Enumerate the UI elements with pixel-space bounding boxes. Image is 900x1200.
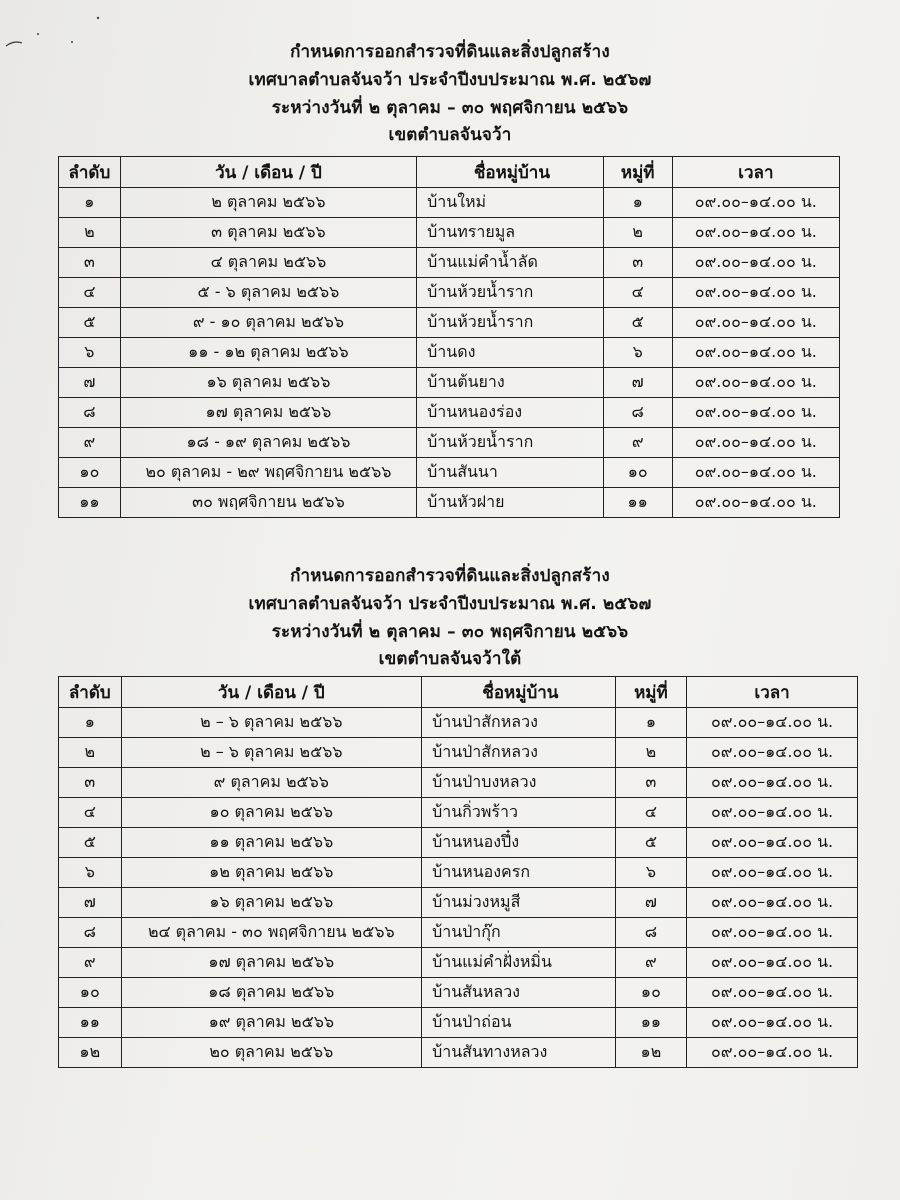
cell-no: ๕ [59,828,122,858]
cell-time: ๐๙.๐๐–๑๔.๐๐ น. [672,278,839,308]
cell-date: ๑๘ - ๑๙ ตุลาคม ๒๕๖๖ [120,428,416,458]
cell-no: ๙ [59,948,122,978]
cell-no: ๑ [59,188,121,218]
schedule-section-chanjwa-tai [0,562,900,1064]
cell-time: ๐๙.๐๐–๑๔.๐๐ น. [687,918,858,948]
cell-no: ๑๐ [59,978,122,1008]
cell-no: ๖ [59,858,122,888]
cell-moo: ๒ [603,218,672,248]
cell-time: ๐๙.๐๐–๑๔.๐๐ น. [687,858,858,888]
cell-moo: ๘ [603,398,672,428]
cell-no: ๑๑ [59,1008,122,1038]
cell-no: ๗ [59,888,122,918]
cell-date: ๑๗ ตุลาคม ๒๕๖๖ [121,948,422,978]
cell-date: ๓๐ พฤศจิกายน ๒๕๖๖ [120,488,416,518]
cell-date: ๒๐ ตุลาคม - ๒๙ พฤศจิกายน ๒๕๖๖ [120,458,416,488]
cell-village: บ้านกิ่วพร้าว [422,798,616,828]
cell-village: บ้านต้นยาง [417,368,604,398]
cell-village: บ้านห้วยน้ำราก [417,308,604,338]
table-row [59,308,840,338]
cell-moo: ๕ [603,308,672,338]
cell-moo: ๑๑ [603,488,672,518]
header-time: เวลา [687,677,858,708]
table-row [59,918,858,948]
cell-village: บ้านห้วยน้ำราก [417,428,604,458]
cell-time: ๐๙.๐๐–๑๔.๐๐ น. [672,248,839,278]
cell-no: ๗ [59,368,121,398]
table-row [59,338,840,368]
cell-date: ๒๔ ตุลาคม - ๓๐ พฤศจิกายน ๒๕๖๖ [121,918,422,948]
cell-moo: ๗ [603,368,672,398]
cell-date: ๒ – ๖ ตุลาคม ๒๕๖๖ [121,708,422,738]
table-row [59,368,840,398]
cell-village: บ้านหนองครก [422,858,616,888]
cell-village: บ้านป่าถ่อน [422,1008,616,1038]
cell-village: บ้านสันทางหลวง [422,1038,616,1068]
cell-village: บ้านหัวฝาย [417,488,604,518]
table-row [59,248,840,278]
cell-village: บ้านทรายมูล [417,218,604,248]
header-no: ลำดับ [59,677,122,708]
table-row [59,428,840,458]
cell-village: บ้านแม่คำฝั่งหมิ่น [422,948,616,978]
table-header-row [59,157,840,188]
cell-time: ๐๙.๐๐–๑๔.๐๐ น. [672,428,839,458]
schedule-table [58,156,840,518]
cell-village: บ้านใหม่ [417,188,604,218]
zone-heading: เขตตำบลจันจว้า [388,125,512,145]
cell-village: บ้านสันนา [417,458,604,488]
cell-moo: ๑๒ [615,1038,687,1068]
table-row [59,978,858,1008]
cell-date: ๒๐ ตุลาคม ๒๕๖๖ [121,1038,422,1068]
header-moo: หมู่ที่ [615,677,687,708]
cell-village: บ้านป่าสักหลวง [422,708,616,738]
schedule-title: กำหนดการออกสำรวจที่ดินและสิ่งปลูกสร้าง [290,566,610,586]
cell-village: บ้านป่าสักหลวง [422,738,616,768]
cell-date: ๑๑ - ๑๒ ตุลาคม ๒๕๖๖ [120,338,416,368]
cell-village: บ้านดง [417,338,604,368]
cell-no: ๑ [59,708,122,738]
cell-date: ๙ - ๑๐ ตุลาคม ๒๕๖๖ [120,308,416,338]
date-range: ระหว่างวันที่ ๒ ตุลาคม – ๓๐ พฤศจิกายน ๒๕๖๖ [271,622,629,642]
cell-time: ๐๙.๐๐–๑๔.๐๐ น. [687,948,858,978]
table-row [59,458,840,488]
cell-moo: ๑ [603,188,672,218]
cell-village: บ้านหนองปึ๋ง [422,828,616,858]
cell-date: ๒ – ๖ ตุลาคม ๒๕๖๖ [121,738,422,768]
cell-date: ๑๖ ตุลาคม ๒๕๖๖ [120,368,416,398]
cell-village: บ้านม่วงหมูสี [422,888,616,918]
cell-no: ๑๑ [59,488,121,518]
cell-no: ๑๒ [59,1038,122,1068]
table-row [59,398,840,428]
cell-date: ๒ ตุลาคม ๒๕๖๖ [120,188,416,218]
cell-moo: ๙ [615,948,687,978]
cell-date: ๕ - ๖ ตุลาคม ๒๕๖๖ [120,278,416,308]
table-row [59,858,858,888]
cell-time: ๐๙.๐๐–๑๔.๐๐ น. [672,188,839,218]
municipality-fiscal-year: เทศบาลตำบลจันจว้า ประจำปีงบประมาณ พ.ศ. ๒๕๖๗ [248,70,652,90]
table-row [59,768,858,798]
date-range: ระหว่างวันที่ ๒ ตุลาคม – ๓๐ พฤศจิกายน ๒๕๖๖ [271,98,629,118]
cell-no: ๔ [59,798,122,828]
cell-date: ๑๐ ตุลาคม ๒๕๖๖ [121,798,422,828]
cell-time: ๐๙.๐๐–๑๔.๐๐ น. [687,768,858,798]
cell-date: ๙ ตุลาคม ๒๕๖๖ [121,768,422,798]
cell-date: ๑๖ ตุลาคม ๒๕๖๖ [121,888,422,918]
cell-moo: ๖ [603,338,672,368]
header-time: เวลา [672,157,839,188]
schedule-title: กำหนดการออกสำรวจที่ดินและสิ่งปลูกสร้าง [290,42,610,62]
cell-date: ๓ ตุลาคม ๒๕๖๖ [120,218,416,248]
cell-moo: ๓ [615,768,687,798]
table-row [59,278,840,308]
cell-date: ๑๒ ตุลาคม ๒๕๖๖ [121,858,422,888]
cell-time: ๐๙.๐๐–๑๔.๐๐ น. [672,488,839,518]
header-moo: หมู่ที่ [603,157,672,188]
cell-time: ๐๙.๐๐–๑๔.๐๐ น. [687,1008,858,1038]
table-row [59,218,840,248]
cell-moo: ๙ [603,428,672,458]
cell-no: ๘ [59,918,122,948]
cell-no: ๓ [59,248,121,278]
cell-moo: ๗ [615,888,687,918]
table-row [59,188,840,218]
cell-no: ๓ [59,768,122,798]
table-row [59,948,858,978]
cell-date: ๑๘ ตุลาคม ๒๕๖๖ [121,978,422,1008]
cell-no: ๔ [59,278,121,308]
table-header-row [59,677,858,708]
cell-moo: ๑ [615,708,687,738]
table-row [59,798,858,828]
header-date: วัน / เดือน / ปี [120,157,416,188]
header-village: ชื่อหมู่บ้าน [422,677,616,708]
table-row [59,1008,858,1038]
cell-village: บ้านห้วยน้ำราก [417,278,604,308]
cell-no: ๖ [59,338,121,368]
schedule-section-chanjwa [0,38,900,510]
cell-village: บ้านแม่คำน้ำลัด [417,248,604,278]
schedule-table [58,676,858,1068]
cell-no: ๒ [59,738,122,768]
table-row [59,888,858,918]
cell-time: ๐๙.๐๐–๑๔.๐๐ น. [672,458,839,488]
cell-moo: ๑๑ [615,1008,687,1038]
municipality-fiscal-year: เทศบาลตำบลจันจว้า ประจำปีงบประมาณ พ.ศ. ๒๕๖๗ [248,594,652,614]
cell-village: บ้านป่ากุ๊ก [422,918,616,948]
table-row [59,1038,858,1068]
cell-time: ๐๙.๐๐–๑๔.๐๐ น. [672,218,839,248]
cell-date: ๑๙ ตุลาคม ๒๕๖๖ [121,1008,422,1038]
cell-time: ๐๙.๐๐–๑๔.๐๐ น. [687,978,858,1008]
cell-moo: ๑๐ [615,978,687,1008]
cell-village: บ้านหนองร่อง [417,398,604,428]
table-row [59,828,858,858]
cell-village: บ้านสันหลวง [422,978,616,1008]
table-row [59,488,840,518]
table-row [59,708,858,738]
cell-no: ๑๐ [59,458,121,488]
cell-time: ๐๙.๐๐–๑๔.๐๐ น. [672,308,839,338]
cell-moo: ๑๐ [603,458,672,488]
cell-moo: ๔ [615,798,687,828]
zone-heading: เขตตำบลจันจว้าใต้ [378,649,522,669]
cell-moo: ๓ [603,248,672,278]
cell-no: ๕ [59,308,121,338]
cell-time: ๐๙.๐๐–๑๔.๐๐ น. [687,738,858,768]
cell-date: ๑๑ ตุลาคม ๒๕๖๖ [121,828,422,858]
header-village: ชื่อหมู่บ้าน [417,157,604,188]
cell-moo: ๕ [615,828,687,858]
cell-date: ๑๗ ตุลาคม ๒๕๖๖ [120,398,416,428]
cell-time: ๐๙.๐๐–๑๔.๐๐ น. [672,368,839,398]
cell-no: ๒ [59,218,121,248]
cell-time: ๐๙.๐๐–๑๔.๐๐ น. [672,338,839,368]
cell-moo: ๘ [615,918,687,948]
cell-time: ๐๙.๐๐–๑๔.๐๐ น. [687,798,858,828]
cell-time: ๐๙.๐๐–๑๔.๐๐ น. [687,1038,858,1068]
cell-moo: ๖ [615,858,687,888]
header-no: ลำดับ [59,157,121,188]
cell-moo: ๒ [615,738,687,768]
cell-time: ๐๙.๐๐–๑๔.๐๐ น. [672,398,839,428]
cell-date: ๔ ตุลาคม ๒๕๖๖ [120,248,416,278]
cell-village: บ้านป่าบงหลวง [422,768,616,798]
header-date: วัน / เดือน / ปี [121,677,422,708]
table-row [59,738,858,768]
cell-no: ๙ [59,428,121,458]
cell-time: ๐๙.๐๐–๑๔.๐๐ น. [687,828,858,858]
cell-time: ๐๙.๐๐–๑๔.๐๐ น. [687,708,858,738]
cell-moo: ๔ [603,278,672,308]
cell-time: ๐๙.๐๐–๑๔.๐๐ น. [687,888,858,918]
cell-no: ๘ [59,398,121,428]
